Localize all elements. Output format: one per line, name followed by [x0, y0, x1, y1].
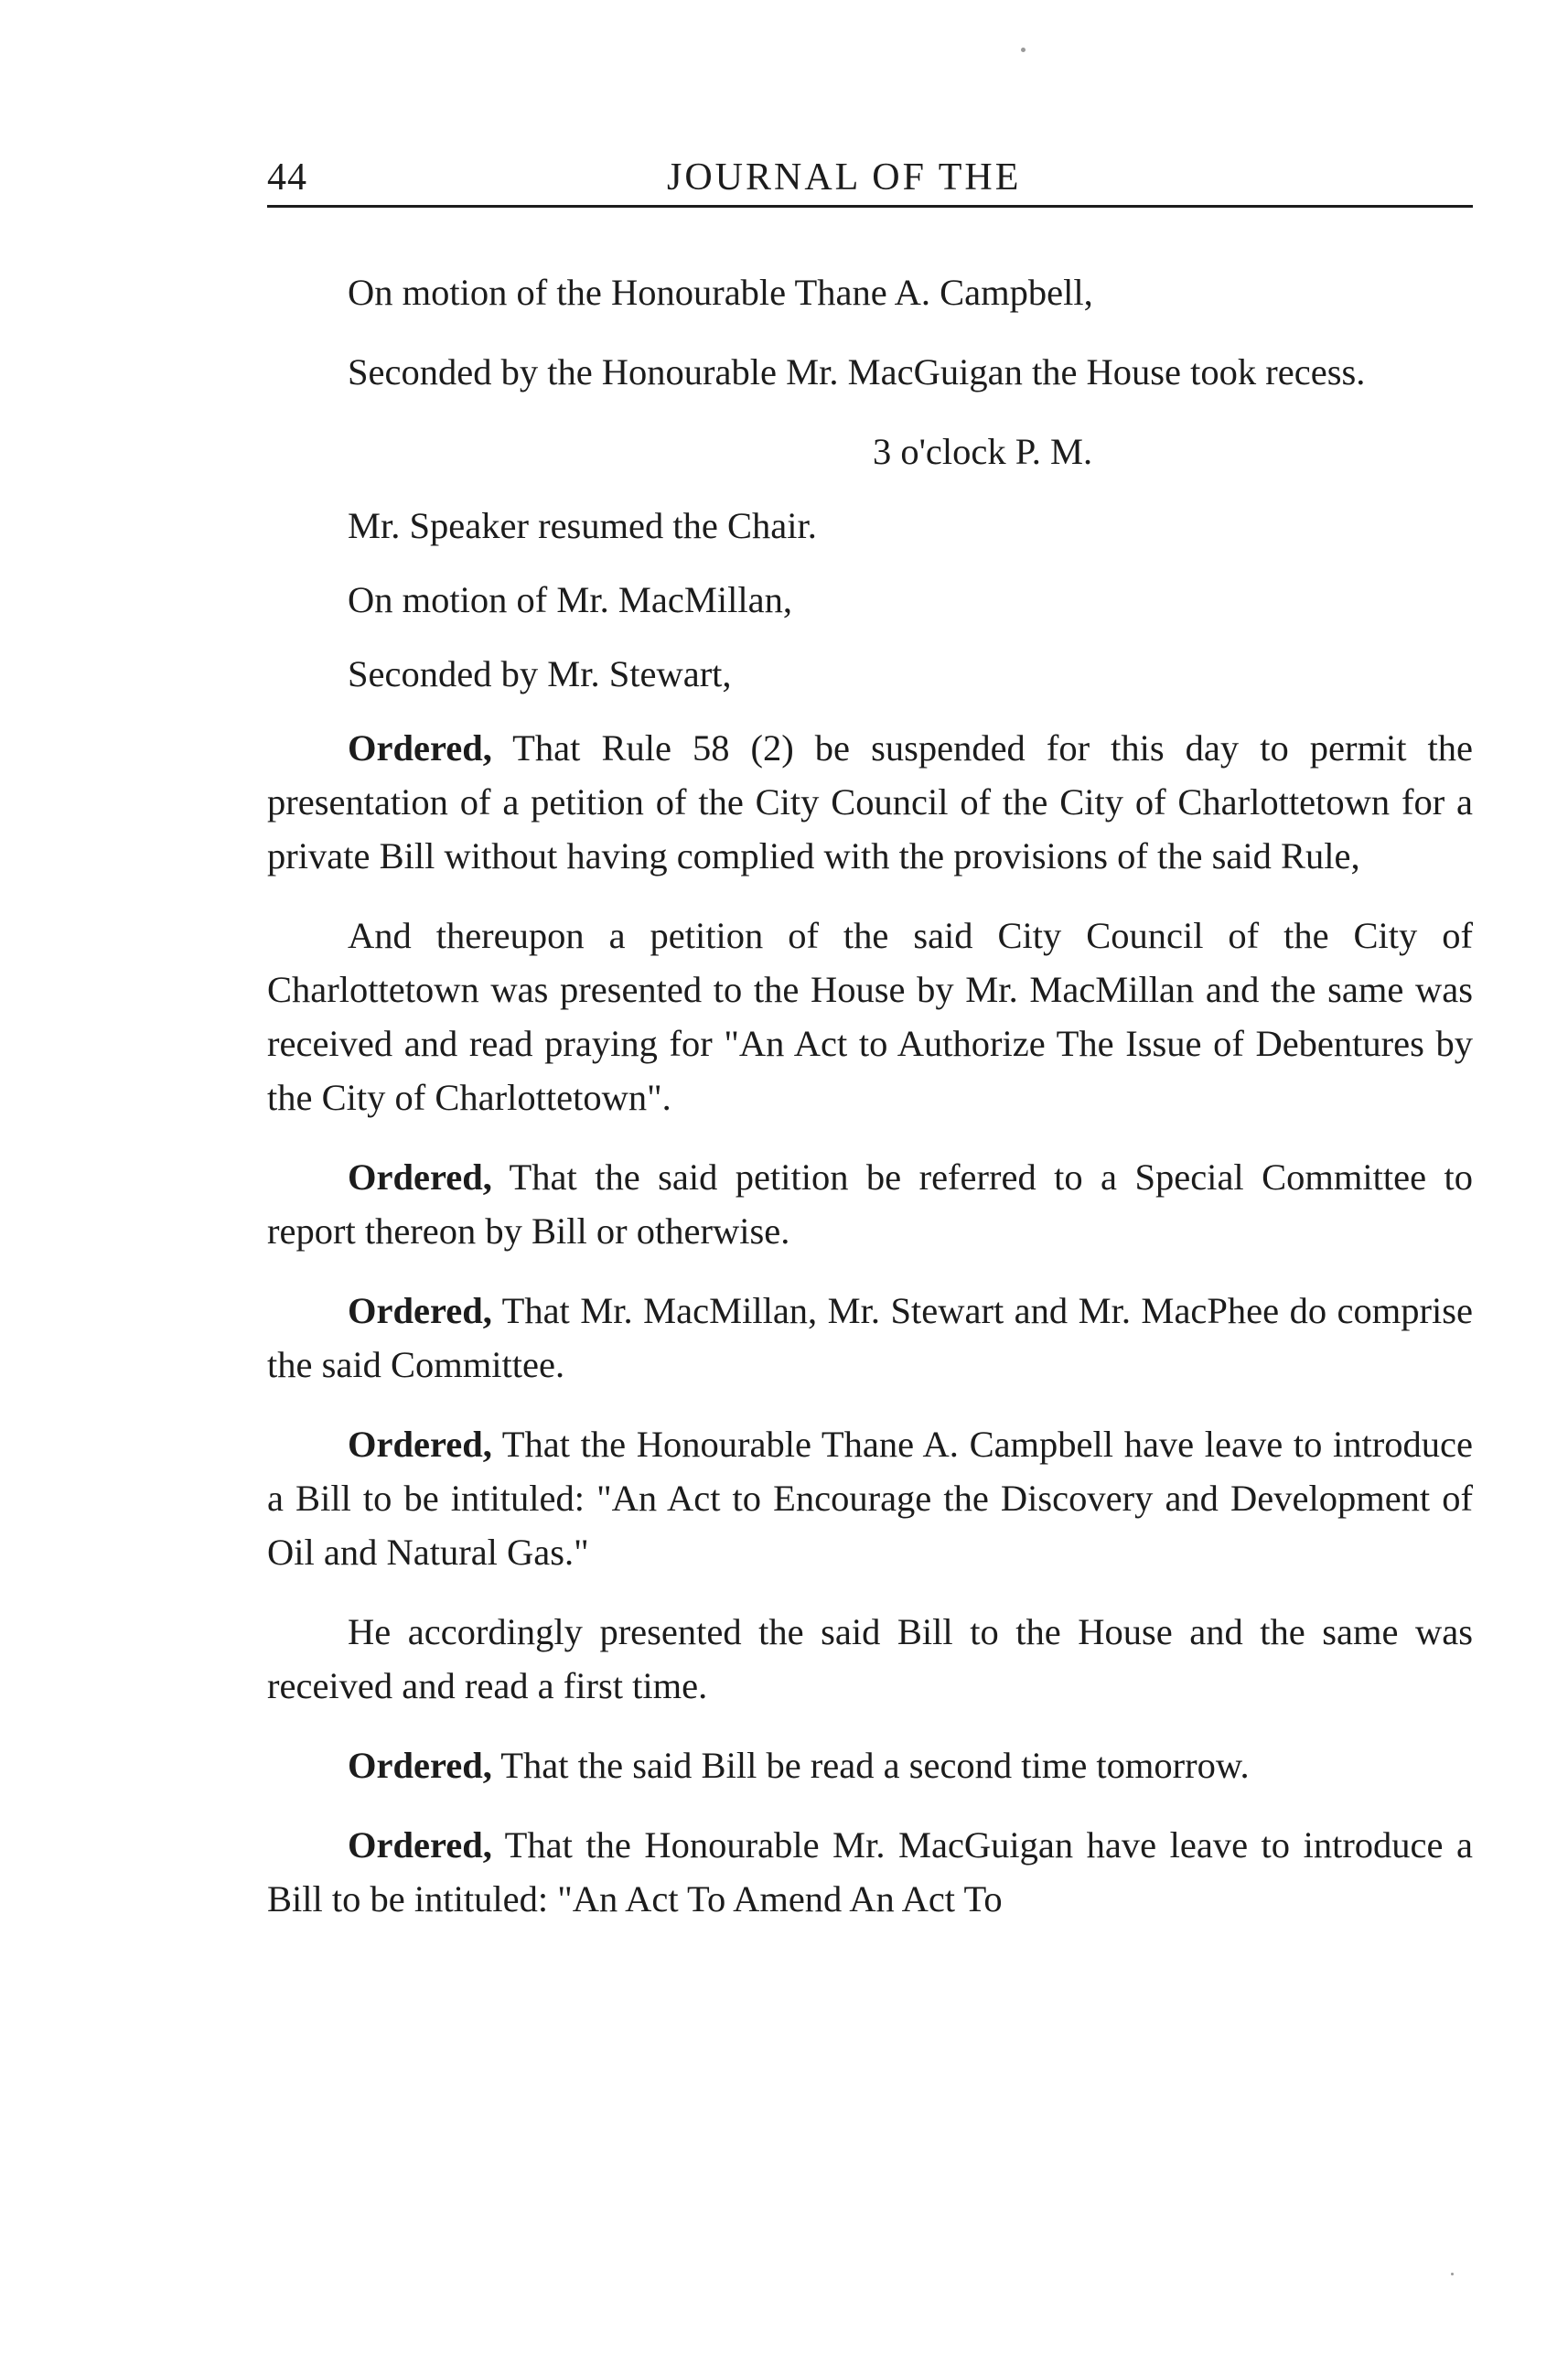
seconded-paragraph: [267, 647, 1473, 701]
paragraph-text: That the Honourable Thane A. Campbell have leave to introduce a Bill to be intituled: "An Act to Encourage the Discovery and Development of Oil and Natural Gas.": [267, 1424, 1473, 1573]
paragraph-text: On motion of Mr. MacMillan,: [348, 579, 792, 620]
paragraph-text: Seconded by the Honourable Mr. MacGuigan the House took recess.: [348, 351, 1366, 392]
ordered-lead: Ordered,: [348, 1745, 492, 1786]
journal-body: [267, 265, 1473, 1952]
petition-paragraph: [267, 909, 1473, 1124]
paragraph-text: He accordingly presented the said Bill to the House and the same was received and read a first time.: [267, 1611, 1473, 1706]
page-number: 44: [267, 156, 307, 199]
ordered-paragraph: [267, 1150, 1473, 1258]
paragraph-text: And thereupon a petition of the said City Council of the City of Charlottetown was presented to the House by Mr. MacMillan and the same was received and read praying for "An Act to Authorize The Issue of Debentures by the City of Charlottetown".: [267, 915, 1473, 1118]
ordered-lead: Ordered,: [348, 1156, 492, 1198]
motion-paragraph: [267, 573, 1473, 627]
paragraph-text: That Rule 58 (2) be suspended for this day to permit the presentation of a petition of the City Council of the City of Charlottetown for a private Bill without having complied with the provisions of the said Rule,: [267, 727, 1473, 876]
ordered-lead: Ordered,: [348, 1824, 492, 1866]
paragraph-text: Mr. Speaker resumed the Chair.: [348, 505, 817, 546]
page-header: [267, 156, 1473, 201]
paper-speck: [1021, 48, 1026, 52]
session-time-text: 3 o'clock P. M.: [873, 431, 1093, 472]
paragraph-text: On motion of the Honourable Thane A. Campbell,: [348, 272, 1093, 313]
paragraph-text: That the said Bill be read a second time tomorrow.: [491, 1745, 1250, 1786]
paragraph-text: That the Honourable Mr. MacGuigan have leave to introduce a Bill to be intituled: "An Act To Amend An Act To: [267, 1824, 1473, 1919]
motion-paragraph: [267, 265, 1473, 319]
seconded-paragraph: [267, 345, 1473, 399]
speaker-paragraph: [267, 499, 1473, 553]
presented-paragraph: [267, 1605, 1473, 1713]
session-time: [267, 425, 1473, 479]
paper-speck: [1451, 2273, 1454, 2275]
ordered-paragraph: [267, 1738, 1473, 1792]
ordered-paragraph: [267, 1417, 1473, 1579]
ordered-lead: Ordered,: [348, 1290, 492, 1331]
ordered-lead: Ordered,: [348, 727, 492, 769]
paragraph-text: That the said petition be referred to a Special Committee to report thereon by Bill or otherwise.: [267, 1156, 1473, 1252]
ordered-paragraph: [267, 1284, 1473, 1392]
ordered-lead: Ordered,: [348, 1424, 492, 1465]
running-title: JOURNAL OF THE: [667, 156, 1022, 199]
ordered-paragraph: [267, 1818, 1473, 1926]
ordered-paragraph: [267, 721, 1473, 883]
paragraph-text: That Mr. MacMillan, Mr. Stewart and Mr. MacPhee do comprise the said Committee.: [267, 1290, 1473, 1385]
header-rule: [267, 205, 1473, 208]
paragraph-text: Seconded by Mr. Stewart,: [348, 653, 732, 694]
